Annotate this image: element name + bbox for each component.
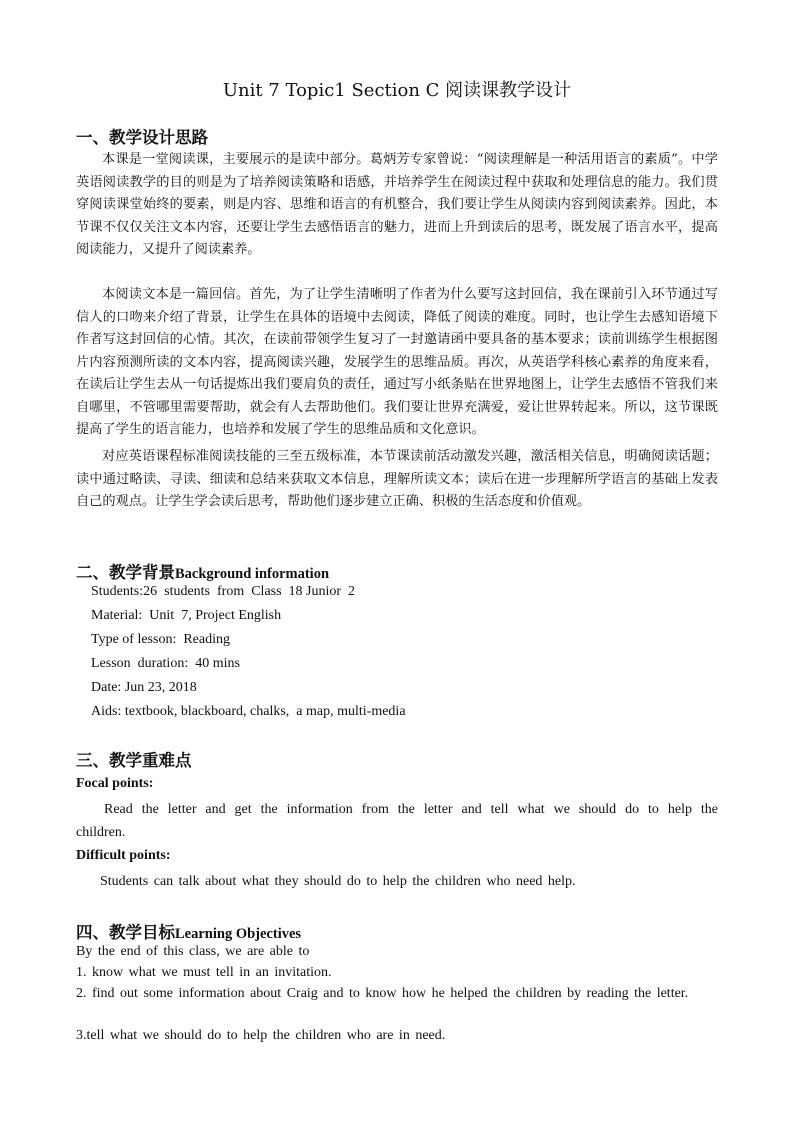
section2-heading-cn: 二、教学背景 [76,563,175,582]
document-title: Unit 7 Topic1 Section C 阅读课教学设计 [222,80,572,101]
objectives-intro: By the end of this class, we are able to [76,944,310,959]
section1-heading: 一、教学设计思路 [76,128,208,147]
objective-item-2: 2. find out some information about Craig and to know how he helped the children by reading the letter. [76,986,689,1001]
background-date: Date: Jun 23, 2018 [91,680,197,695]
difficult-points-text: Students can talk about what they should do to help the children who need help. [100,874,576,889]
section2-heading-en: Background information [175,566,330,582]
section4-heading-cn: 四、教学目标 [76,923,175,942]
section1-paragraph-1: 本课是一堂阅读课，主要展示的是读中部分。葛炳芳专家曾说：“阅读理解是一种活用语言的素质”。中学英语阅读教学的目的则是为了培养阅读策略和语感，并培养学生在阅读过程中获取和处理信息的能力。我们贯穿阅读课堂始终的要素，则是内容、思维和语言的有机整合，我们要让学生从阅读内容到阅读素养。因此，本节课不仅仅关注文本内容，还要让学生去感悟语言的魅力，进而上升到读后的思考，既发展了语言水平，提高阅读能力，又提升了阅读素养。 [76,152,718,257]
background-aids: Aids: textbook, blackboard, chalks, a map, multi-media [91,704,406,719]
objective-item-3: 3.tell what we should do to help the children who are in need. [76,1028,446,1043]
background-material: Material: Unit 7, Project English [91,608,282,623]
background-lesson-type: Type of lesson: Reading [91,632,230,647]
section4-heading [76,919,301,943]
section2-heading [76,559,329,583]
objective-item-1: 1. know what we must tell in an invitation. [76,965,332,980]
background-duration: Lesson duration: 40 mins [91,656,240,671]
section1-paragraph-3: 对应英语课程标准阅读技能的三至五级标准，本节课读前活动激发兴趣，激活相关信息，明确阅读话题；读中通过略读、寻读、细读和总结来获取文本信息，理解所读文本；读后在进一步理解所学语言的基础上发表自己的观点。让学生学会读后思考，帮助他们逐步建立正确、积极的生活态度和价值观。 [76,449,718,509]
focal-points-label: Focal points: [76,776,154,791]
section3-heading: 三、教学重难点 [76,751,192,770]
background-students: Students:26 students from Class 18 Junior 2 [91,584,356,599]
section4-heading-en: Learning Objectives [175,926,302,942]
section1-paragraph-2: 本阅读文本是一篇回信。首先，为了让学生清晰明了作者为什么要写这封回信，我在课前引入环节通过写信人的口吻来介绍了背景，让学生在具体的语境中去阅读，降低了阅读的难度。同时，也让学生去感知语境下作者写这封回信的心情。其次，在读前带领学生复习了一封邀请函中要具备的基本要求；读前训练学生根据图片内容预测所读的文本内容，提高阅读兴趣，发展学生的思维品质。再次，从英语学科核心素养的角度来看，在读后让学生去从一句话提炼出我们要肩负的责任，通过写小纸条贴在世界地图上，让学生去感悟不管我们来自哪里，不管哪里需要帮助，就会有人去帮助他们。我们要让世界充满爱，爱让世界转起来。所以，这节课既提高了学生的语言能力，也培养和发展了学生的思维品质和文化意识。 [76,287,718,437]
focal-points-text: Read the letter and get the information from the letter and tell what we should do to help the children. [76,802,718,840]
difficult-points-label: Difficult points: [76,848,171,863]
